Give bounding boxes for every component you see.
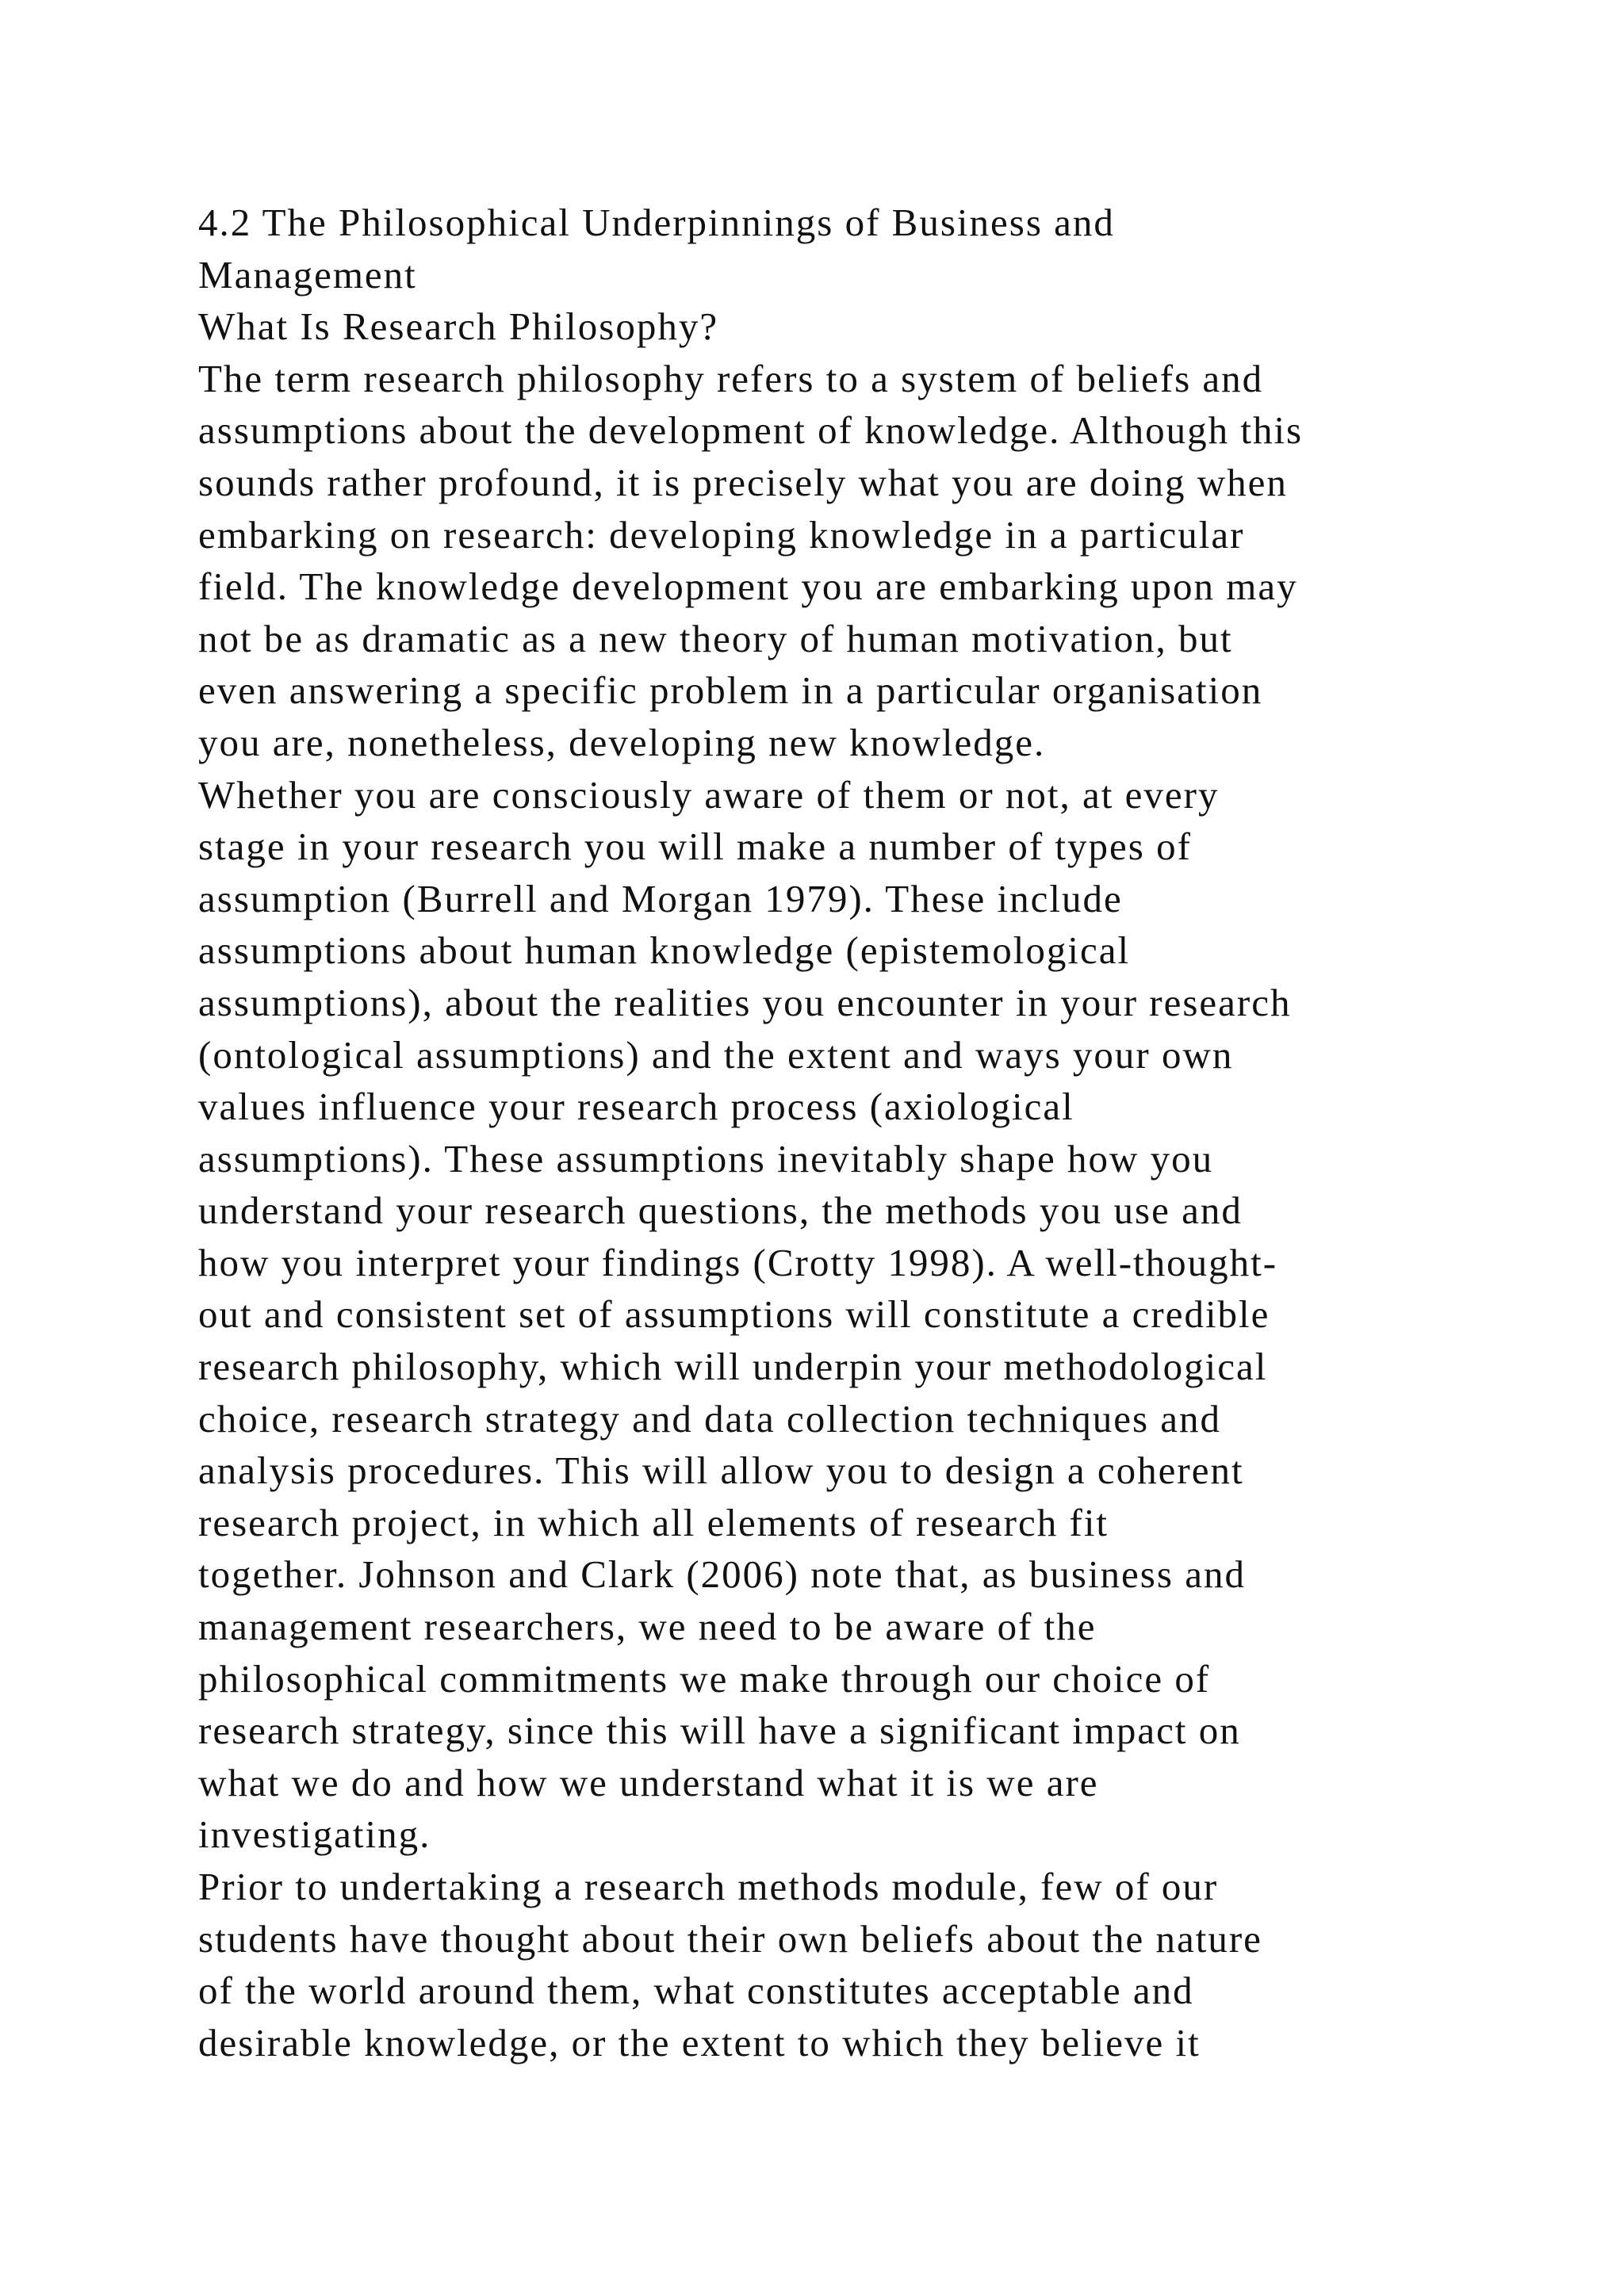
text-line: (ontological assumptions) and the extent and ways your own: [198, 1032, 1234, 1077]
text-line: assumptions). These assumptions inevitably shape how you: [198, 1136, 1214, 1181]
text-line: out and consistent set of assumptions will constitute a credible: [198, 1292, 1270, 1337]
text-line: research project, in which all elements of research fit: [198, 1500, 1109, 1544]
text-line: sounds rather profound, it is precisely what you are doing when: [198, 460, 1288, 504]
subheading: What Is Research Philosophy?: [198, 304, 719, 349]
section-heading-line-2: Management: [198, 252, 417, 297]
text-line: you are, nonetheless, developing new knowledge.: [198, 720, 1046, 764]
text-line: research philosophy, which will underpin your methodological: [198, 1345, 1268, 1389]
text-line: analysis procedures. This will allow you to design a coherent: [198, 1448, 1244, 1493]
text-line: philosophical commitments we make through our choice of: [198, 1656, 1211, 1701]
text-line: how you interpret your findings (Crotty 1998). A well-thought-: [198, 1240, 1278, 1284]
text-line: assumptions), about the realities you encounter in your research: [198, 980, 1292, 1024]
text-line: even answering a specific problem in a particular organisation: [198, 668, 1263, 713]
text-line: of the world around them, what constitutes acceptable and: [198, 1969, 1194, 2013]
text-line: field. The knowledge development you are embarking upon may: [198, 564, 1298, 609]
text-line: values influence your research process (axiological: [198, 1085, 1074, 1129]
text-line: together. Johnson and Clark (2006) note that, as business and: [198, 1552, 1246, 1597]
text-line: what we do and how we understand what it is we are: [198, 1760, 1099, 1804]
text-line: Whether you are consciously aware of them or not, at every: [198, 772, 1220, 817]
text-line: students have thought about their own beliefs about the nature: [198, 1916, 1262, 1961]
text-line: not be as dramatic as a new theory of human motivation, but: [198, 616, 1233, 660]
text-line: investigating.: [198, 1812, 431, 1857]
text-line: understand your research questions, the methods you use and: [198, 1188, 1243, 1233]
text-line: assumptions about human knowledge (epistemological: [198, 928, 1131, 973]
text-line: embarking on research: developing knowledge in a particular: [198, 512, 1245, 557]
text-line: assumption (Burrell and Morgan 1979). These include: [198, 876, 1123, 920]
text-line: desirable knowledge, or the extent to which they believe it: [198, 2020, 1201, 2064]
section-heading-line-1: 4.2 The Philosophical Underpinnings of Business and: [198, 201, 1115, 244]
text-line: assumptions about the development of knowledge. Although this: [198, 408, 1304, 453]
text-line: The term research philosophy refers to a system of beliefs and: [198, 356, 1264, 400]
text-line: management researchers, we need to be aware of the: [198, 1605, 1097, 1649]
text-line: stage in your research you will make a number of types of: [198, 825, 1192, 869]
text-line: Prior to undertaking a research methods module, few of our: [198, 1865, 1219, 1908]
document-body: [198, 197, 1546, 2068]
text-line: research strategy, since this will have a significant impact on: [198, 1709, 1241, 1753]
text-line: choice, research strategy and data collection techniques and: [198, 1396, 1222, 1441]
